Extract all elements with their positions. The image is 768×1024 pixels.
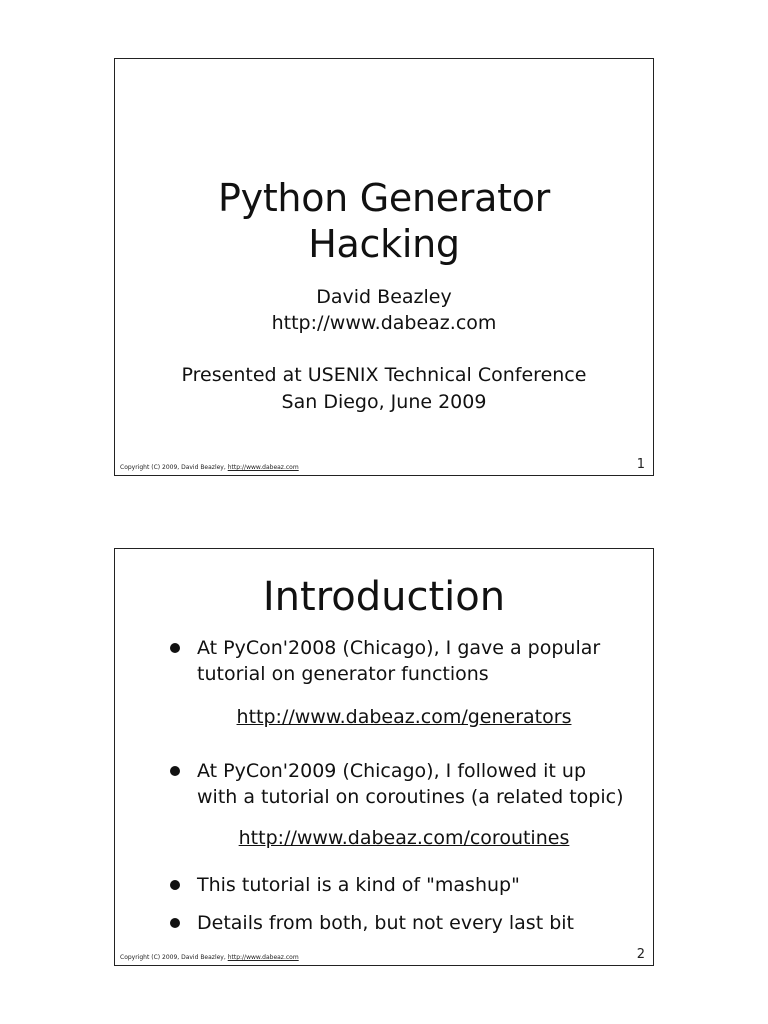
location-date: San Diego, June 2009 <box>281 391 487 413</box>
slide-1 <box>114 58 654 476</box>
slide-2-title: Introduction <box>262 574 506 620</box>
coroutines-link[interactable]: http://www.dabeaz.com/coroutines <box>238 827 570 849</box>
copyright-link[interactable]: http://www.dabeaz.com <box>227 464 299 471</box>
copyright-text: Copyright (C) 2009, David Beazley, <box>120 464 228 471</box>
copyright-footer <box>120 954 299 962</box>
bullet-item <box>170 758 630 810</box>
bullet-item <box>170 872 630 898</box>
bullet-item <box>170 910 630 936</box>
bullet-line: This tutorial is a kind of "mashup" <box>197 874 520 896</box>
bullet-line: At PyCon'2008 (Chicago), I gave a popular <box>197 637 601 659</box>
slide-2 <box>114 548 654 966</box>
slide-1-title <box>115 175 653 267</box>
bullet-dot-icon <box>170 643 180 653</box>
title-line-1: Python Generator <box>218 176 550 220</box>
bullet-dot-icon <box>170 766 180 776</box>
bullet-dot-icon <box>170 918 180 928</box>
bullet-line: tutorial on generator functions <box>197 663 489 685</box>
presented-at: Presented at USENIX Technical Conference <box>181 364 587 386</box>
title-line-2: Hacking <box>308 222 460 266</box>
copyright-text: Copyright (C) 2009, David Beazley, <box>120 954 228 961</box>
author-name: David Beazley <box>316 286 452 308</box>
copyright-footer <box>120 464 299 472</box>
bullet-item <box>170 635 630 687</box>
bullet-line: Details from both, but not every last bit <box>197 912 574 934</box>
page-number: 2 <box>636 947 645 962</box>
author-url: http://www.dabeaz.com <box>271 312 497 334</box>
copyright-link[interactable]: http://www.dabeaz.com <box>227 954 299 961</box>
bullet-line: with a tutorial on coroutines (a related topic) <box>197 786 624 808</box>
bullet-line: At PyCon'2009 (Chicago), I followed it up <box>197 760 587 782</box>
bullet-dot-icon <box>170 880 180 890</box>
generators-link[interactable]: http://www.dabeaz.com/generators <box>236 706 572 728</box>
page-number: 1 <box>636 457 645 472</box>
